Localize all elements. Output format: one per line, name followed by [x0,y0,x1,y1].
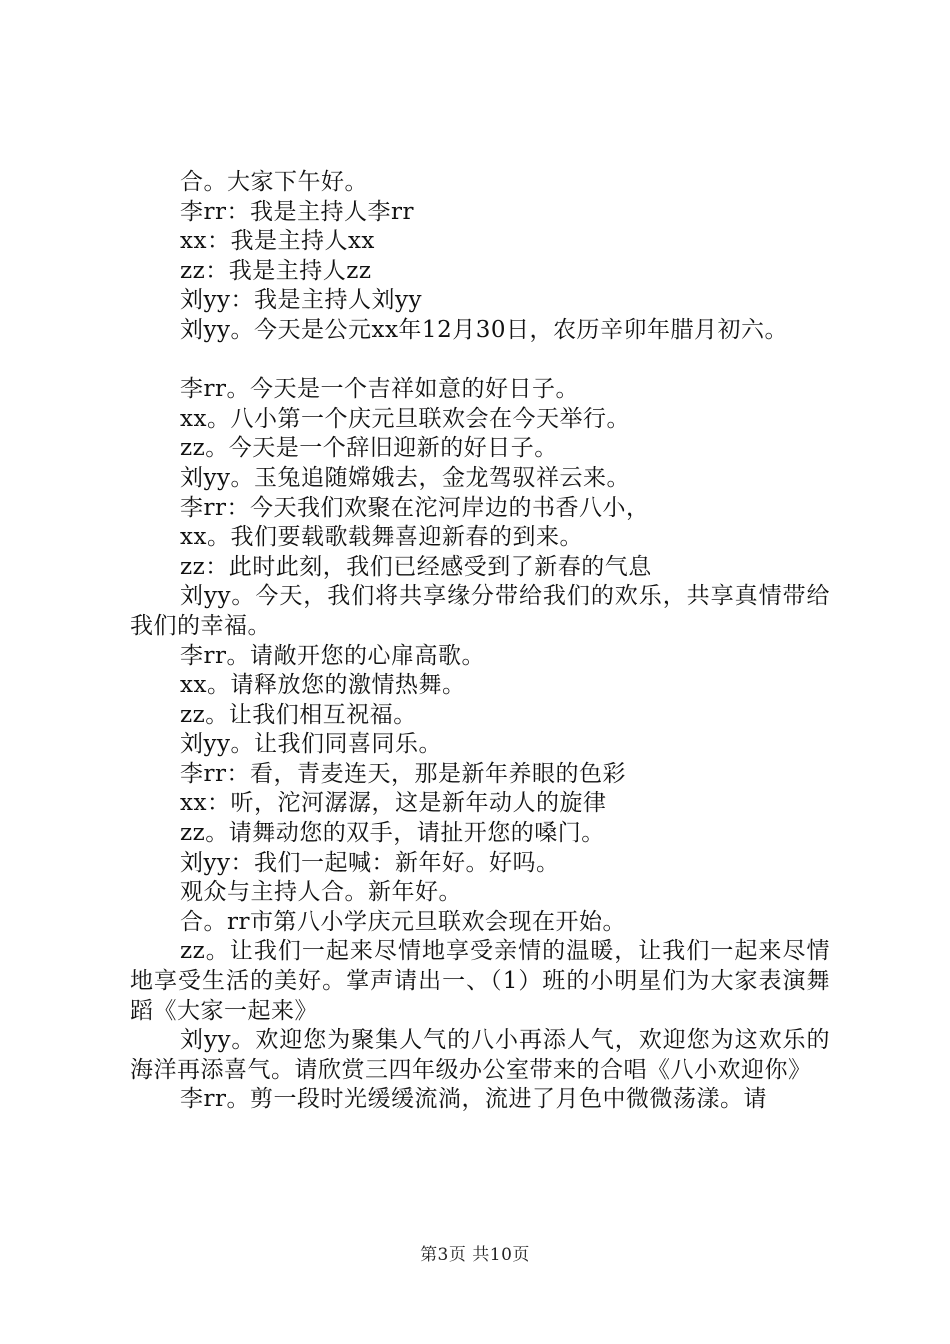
text-paragraph: zz。让我们一起来尽情地享受亲情的温暖，让我们一起来尽情地享受生活的美好。掌声请出一、（1）班的小明星们为大家表演舞蹈《大家一起来》 [130,938,830,1024]
text-line: 李rr。今天是一个吉祥如意的好日子。 [180,376,579,403]
text-line: xx：我是主持人xx [180,228,375,255]
text-line: 李rr。剪一段时光缓缓流淌，流进了月色中微微荡漾。请 [180,1086,767,1113]
text-line: zz：我是主持人zz [180,257,372,284]
text-line: 合。大家下午好。 [180,169,368,195]
text-line: zz。让我们相互祝福。 [180,701,417,728]
text-line: 李rr：我是主持人李rr [180,198,414,225]
page-footer [0,1240,950,1265]
text-line: zz：此时此刻，我们已经感受到了新春的气息 [180,553,652,580]
blank-line [130,346,830,376]
text-line: 刘yy：我是主持人刘yy [180,287,422,314]
text-line: xx：听，沱河潺潺，这是新年动人的旋律 [180,790,607,817]
text-line: xx。我们要载歌载舞喜迎新春的到来。 [180,524,583,551]
text-line: xx。八小第一个庆元旦联欢会在今天举行。 [180,405,630,432]
text-line: zz。今天是一个辞旧迎新的好日子。 [180,435,558,462]
text-line: 刘yy。今天是公元xx年12月30日，农历辛卯年腊月初六。 [180,316,788,343]
text-paragraph: 刘yy。欢迎您为聚集人气的八小再添人气，欢迎您为这欢乐的海洋再添喜气。请欣赏三四年级办公室带来的合唱《八小欢迎你》 [130,1027,830,1083]
text-line: 刘yy。让我们同喜同乐。 [180,731,442,758]
page-number-label: 第3页 共10页 [420,1245,530,1265]
text-line: 观众与主持人合。新年好。 [180,879,462,906]
text-line: 李rr：看，青麦连天，那是新年养眼的色彩 [180,760,626,787]
text-line: 合。rr市第八小学庆元旦联欢会现在开始。 [180,908,626,935]
text-line: 李rr。请敞开您的心扉高歌。 [180,642,485,669]
text-line: 李rr：今天我们欢聚在沱河岸边的书香八小， [180,494,650,521]
text-line: 刘yy。玉兔追随嫦娥去，金龙驾驭祥云来。 [180,464,630,491]
document-body [130,168,830,1115]
text-line: xx。请释放您的激情热舞。 [180,672,466,699]
text-line: zz。请舞动您的双手，请扯开您的嗓门。 [180,820,605,847]
text-paragraph: 刘yy。今天，我们将共享缘分带给我们的欢乐，共享真情带给我们的幸福。 [130,583,830,639]
text-line: 刘yy：我们一起喊：新年好。好吗。 [180,849,560,876]
